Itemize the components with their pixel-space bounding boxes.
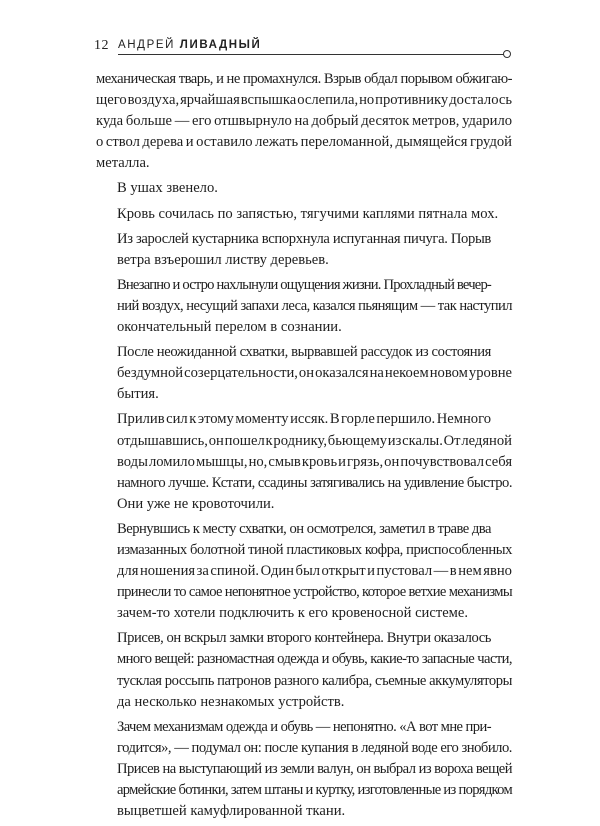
text-line: Они уже не кровоточили. (117, 495, 275, 512)
paragraph (96, 717, 512, 822)
text-line: Из зарослей кустарника вспорхнула испуганная пичуга. Порыв (117, 230, 491, 247)
paragraph (96, 275, 512, 338)
running-head (94, 33, 514, 61)
text-line: армейские ботинки, затем штаны и куртку, изготовленные из порядком (117, 782, 513, 798)
text-line: отдышавшись, он пошел к роднику, бьющему из скалы. От ледяной (117, 432, 512, 449)
header-rule (118, 54, 504, 55)
text-line: тусклая россыпь патронов разного калибра, съемные аккумуляторы (117, 672, 513, 689)
page-number: 12 (94, 38, 109, 53)
text-line: бытия. (117, 386, 159, 403)
author-first-name: АНДРЕЙ (118, 39, 175, 51)
text-line: Присев, он вскрыл замки второго контейнера. Внутри оказалось (117, 630, 492, 647)
header-rule-dot (503, 50, 511, 58)
text-line: механическая тварь, и не промахнулся. Взрыв обдал порывом обжигаю- (96, 71, 512, 87)
text-line: выцветшей камуфлированной ткани. (117, 803, 346, 820)
text-line: В ушах звенело. (117, 180, 218, 197)
text-line: измазанных болотной тиной пластиковых кофра, приспособленных (117, 541, 513, 558)
text-line: воды ломило мышцы, но, смыв кровь и грязь, он почувствовал себя (117, 453, 513, 470)
text-line: После неожиданной схватки, вырвавшей рассудок из состояния (117, 344, 491, 361)
text-line: о ствол дерева и оставило лежать переломанной, дымящейся грудой (96, 134, 512, 151)
body-text (96, 69, 512, 826)
text-line: ветра взъерошил листву деревьев. (117, 251, 329, 268)
text-line: намного лучше. Кстати, ссадины затягивались на удивление быстро. (117, 474, 512, 491)
text-line: металла. (96, 155, 150, 172)
paragraph (96, 204, 512, 225)
text-line: куда больше — его отшвырнуло на добрый десяток метров, ударило (96, 113, 513, 130)
text-line: годится», — подумал он: после купания в ледяной воде его знобило. (117, 739, 512, 756)
paragraph (96, 229, 512, 271)
text-line: Внезапно и остро нахлынули ощущения жизни. Прохладный вечер- (117, 276, 491, 293)
text-line: для ношения за спиной. Один был открыт и пустовал — в нем явно (117, 563, 512, 580)
text-line: Прилив сил к этому моменту иссяк. В горле першило. Немного (117, 411, 491, 428)
text-line: много вещей: разномастная одежда и обувь, какие-то запасные части, (117, 651, 512, 668)
text-line: бездумной созерцательности, он оказался на некоем новом уровне (117, 365, 512, 382)
text-line: окончательный перелом в сознании. (117, 319, 342, 336)
author-name (118, 39, 261, 51)
paragraph (96, 178, 512, 199)
paragraph (96, 409, 512, 514)
paragraph (96, 69, 512, 174)
paragraph (96, 519, 512, 624)
paragraph (96, 628, 512, 712)
text-line: принесли то самое непонятное устройство, которое ветхие механизмы (117, 584, 512, 601)
text-line: Присев на выступающий из земли валун, он выбрал из вороха вещей (117, 760, 512, 777)
text-line: Зачем механизмам одежда и обувь — непонятно. «А вот мне при- (117, 718, 492, 735)
text-line: щего воздуха, ярчайшая вспышка ослепила, но противнику досталось (96, 92, 512, 109)
paragraph (96, 342, 512, 405)
text-line: да несколько незнакомых устройств. (117, 693, 345, 710)
text-line: Вернувшись к месту схватки, он осмотрелся, заметил в траве два (117, 520, 491, 537)
text-line: Кровь сочилась по запястью, тягучими каплями пятнала мох. (117, 205, 499, 222)
text-line: зачем-то хотели подключить к его кровеносной системе. (117, 605, 469, 622)
author-last-name: ЛИВАДНЫЙ (179, 39, 262, 51)
text-line: ний воздух, несущий запахи леса, казался пьянящим — так наступил (117, 297, 512, 314)
